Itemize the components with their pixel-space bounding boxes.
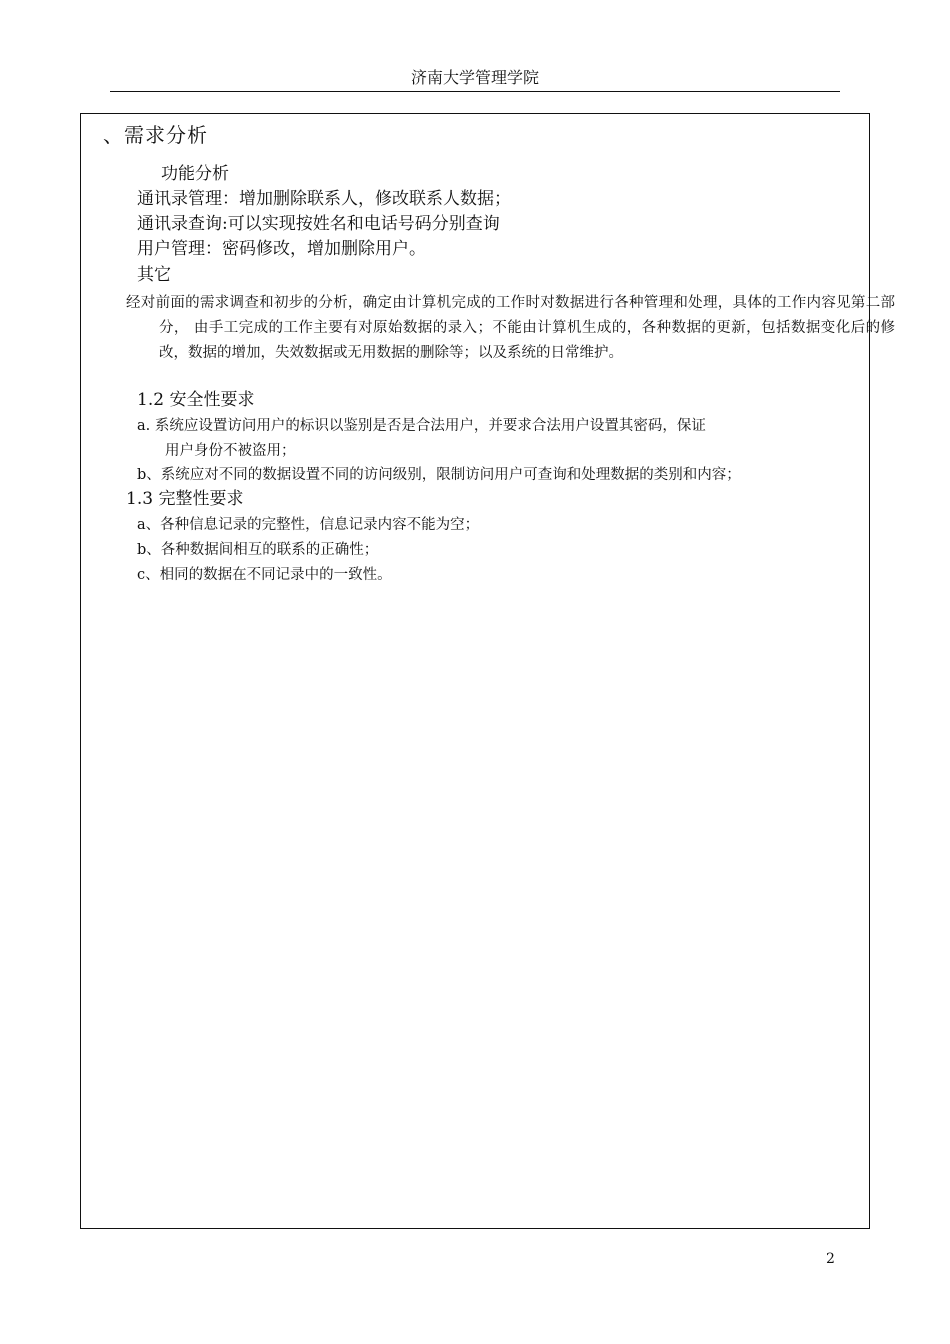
security-item-a: a. 系统应设置访问用户的标识以鉴别是否是合法用户，并要求合法用户设置其密码，保证 [137,418,706,434]
functional-item: 用户管理：密码修改，增加删除用户。 [137,239,426,259]
functional-heading: 功能分析 [161,164,229,184]
functional-item: 通讯录管理：增加删除联系人，修改联系人数据； [137,189,511,209]
other-heading: 其它 [137,265,171,285]
page-header-title: 济南大学管理学院 [410,68,539,87]
security-item-a-continued: 用户身份不被盗用； [165,443,296,459]
security-item-b: b、系统应对不同的数据设置不同的访问级别，限制访问用户可查询和处理数据的类别和内容； [137,467,741,483]
section-title: 、需求分析 [103,123,208,147]
other-paragraph: 经对前面的需求调查和初步的分析，确定由计算机完成的工作时对数据进行各种管理和处理，具体的工作内容见第二部分， 由手工完成的工作主要有对原始数据的录入；不能由计算机生成的，各种数据的更新，包括数据变化后的修改，数据的增加，失效数据或无用数据的删除等；以及系统的日常维护。 [126,295,895,361]
page-number: 2 [826,1251,835,1267]
content-frame [80,113,870,1229]
integrity-item: b、各种数据间相互的联系的正确性； [137,542,379,558]
integrity-item: a、各种信息记录的完整性，信息记录内容不能为空； [137,517,480,533]
security-heading: 1.2 安全性要求 [137,390,255,410]
integrity-item: c、相同的数据在不同记录中的一致性。 [137,567,392,583]
functional-item: 通讯录查询:可以实现按姓名和电话号码分别查询 [137,214,500,234]
header-rule [110,91,840,92]
integrity-heading: 1.3 完整性要求 [126,489,244,509]
